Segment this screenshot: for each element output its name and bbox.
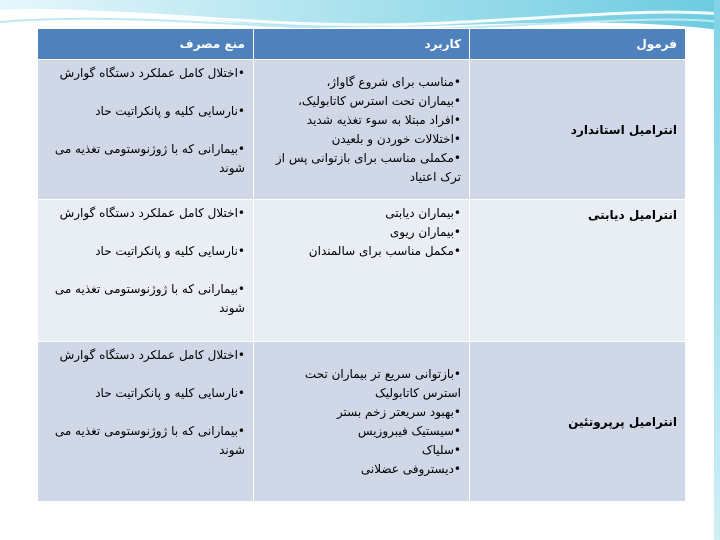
contraindication-item: •بیمارانی که با ژوژنوستومی تغذیه می	[54, 282, 245, 296]
contraindication-item: •نارسایی کلیه و پانکراتیت حاد	[95, 244, 245, 258]
contraindication-item: •اختلال کامل عملکرد دستگاه گوارش	[59, 66, 245, 80]
usage-item: •بیماران ریوی	[389, 225, 461, 239]
decorative-right-bar	[714, 0, 720, 540]
contraindication-item: شوند	[219, 301, 245, 315]
header-formula: فرمول	[470, 29, 686, 60]
usage-item: •بازتوانی سریع تر بیماران تحت	[304, 366, 461, 381]
usage-item: •مکمل مناسب برای سالمندان	[308, 244, 461, 258]
contraindication-item: •نارسایی کلیه و پانکراتیت حاد	[95, 386, 245, 400]
contraindication-item: •نارسایی کلیه و پانکراتیت حاد	[95, 104, 245, 118]
usage-item: •سلیاک	[421, 442, 461, 457]
table-row-high-protein	[38, 342, 686, 502]
enteramil-formula-table	[37, 28, 686, 502]
usage-item: استرس کاتابولیک	[374, 385, 461, 400]
usage-item: •مناسب برای شروع گاواژ،	[326, 74, 461, 89]
contraindication-cell	[38, 200, 254, 342]
usage-item: •افراد مبتلا به سوء تغذیه شدید	[306, 112, 461, 127]
contraindication-item: •بیمارانی که با ژوژنوستومی تغذیه می	[54, 142, 245, 156]
usage-item: •مکملی مناسب برای بازتوانی پس از	[275, 150, 461, 165]
contraindication-item: شوند	[219, 443, 245, 457]
header-usage: کاربرد	[254, 29, 470, 60]
table-header-row	[38, 29, 686, 60]
usage-item: •اختلالات خوردن و بلعیدن	[331, 131, 461, 146]
usage-cell	[254, 200, 470, 342]
contraindication-item: شوند	[219, 161, 245, 175]
usage-item: •بهبود سریعتر زخم بستر	[336, 404, 461, 419]
contraindication-item: •اختلال کامل عملکرد دستگاه گوارش	[59, 206, 245, 220]
contraindication-item: •بیمارانی که با ژوژنوستومی تغذیه می	[54, 424, 245, 438]
usage-item: •بیماران دیابتی	[385, 206, 461, 220]
table-row-diabetic	[38, 200, 686, 342]
usage-item: •بیماران تحت استرس کاتابولیک،	[298, 93, 461, 108]
contraindication-item: •اختلال کامل عملکرد دستگاه گوارش	[59, 348, 245, 362]
usage-cell	[254, 342, 470, 502]
usage-item: ترک اعتیاد	[409, 169, 461, 184]
formula-cell: انترامیل پرپروتئین	[470, 342, 686, 502]
table-row-standard	[38, 60, 686, 200]
usage-cell	[254, 60, 470, 200]
formula-cell: انترامیل استاندارد	[470, 60, 686, 200]
header-contraindication: منع مصرف	[38, 29, 254, 60]
contraindication-cell	[38, 60, 254, 200]
contraindication-cell	[38, 342, 254, 502]
formula-cell: انترامیل دیابتی	[470, 200, 686, 342]
usage-item: •دیستروفی عضلانی	[360, 461, 461, 476]
usage-item: •سیستیک فیبروزیس	[357, 423, 461, 438]
